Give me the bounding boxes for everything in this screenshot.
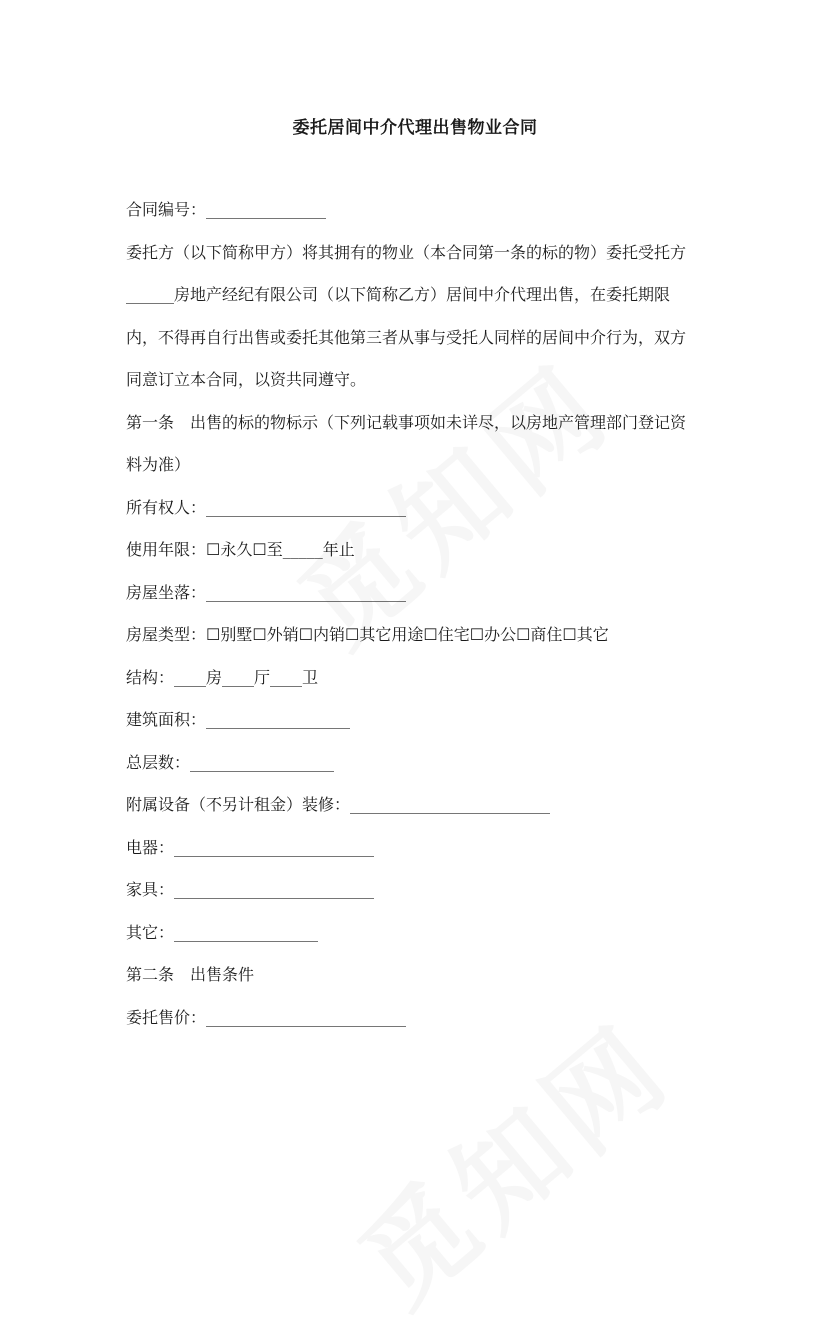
building-area-field: 建筑面积：__________________ <box>126 710 351 729</box>
house-type-field: 房屋类型：☐别墅☐外销☐内销☐其它用途☐住宅☐办公☐商住☐其它 <box>126 625 609 644</box>
preamble-line-3: 内，不得再自行出售或委托其他第三者从事与受托人同样的居间中介行为，双方 <box>126 327 687 347</box>
appliances-field: 电器：_________________________ <box>126 837 375 857</box>
total-floors-field: 总层数：__________________ <box>126 752 335 772</box>
asking-price-field: 委托售价：_________________________ <box>126 1007 407 1027</box>
structure-field: 结构：____房____厅____卫 <box>126 667 319 687</box>
preamble-line-1: 委托方（以下简称甲方）将其拥有的物业（本合同第一条的标的物）委托受托方 <box>126 242 687 262</box>
preamble-line-4: 同意订立本合同，以资共同遵守。 <box>126 370 367 389</box>
facilities-field: 附属设备（不另计租金）装修：_________________________ <box>126 795 551 814</box>
location-field: 房屋坐落：_________________________ <box>126 582 407 602</box>
owner-field: 所有权人：_________________________ <box>126 497 407 517</box>
article-1-heading-line-1: 第一条 出售的标的物标示（下列记载事项如未详尽，以房地产管理部门登记资 <box>126 412 687 432</box>
others-field: 其它：__________________ <box>126 922 319 942</box>
article-1-heading-line-2: 料为准） <box>126 455 191 474</box>
usage-term-field: 使用年限：☐永久☐至_____年止 <box>126 540 355 559</box>
contract-number-line: 合同编号：_______________ <box>126 200 327 219</box>
furniture-field: 家具：_________________________ <box>126 880 375 899</box>
preamble-line-2: ______房地产经纪有限公司（以下简称乙方）居间中介代理出售，在委托期限 <box>126 285 671 304</box>
document-body <box>126 189 716 1039</box>
document-title: 委托居间中介代理出售物业合同 <box>292 118 538 138</box>
article-2-heading: 第二条 出售条件 <box>126 965 255 984</box>
